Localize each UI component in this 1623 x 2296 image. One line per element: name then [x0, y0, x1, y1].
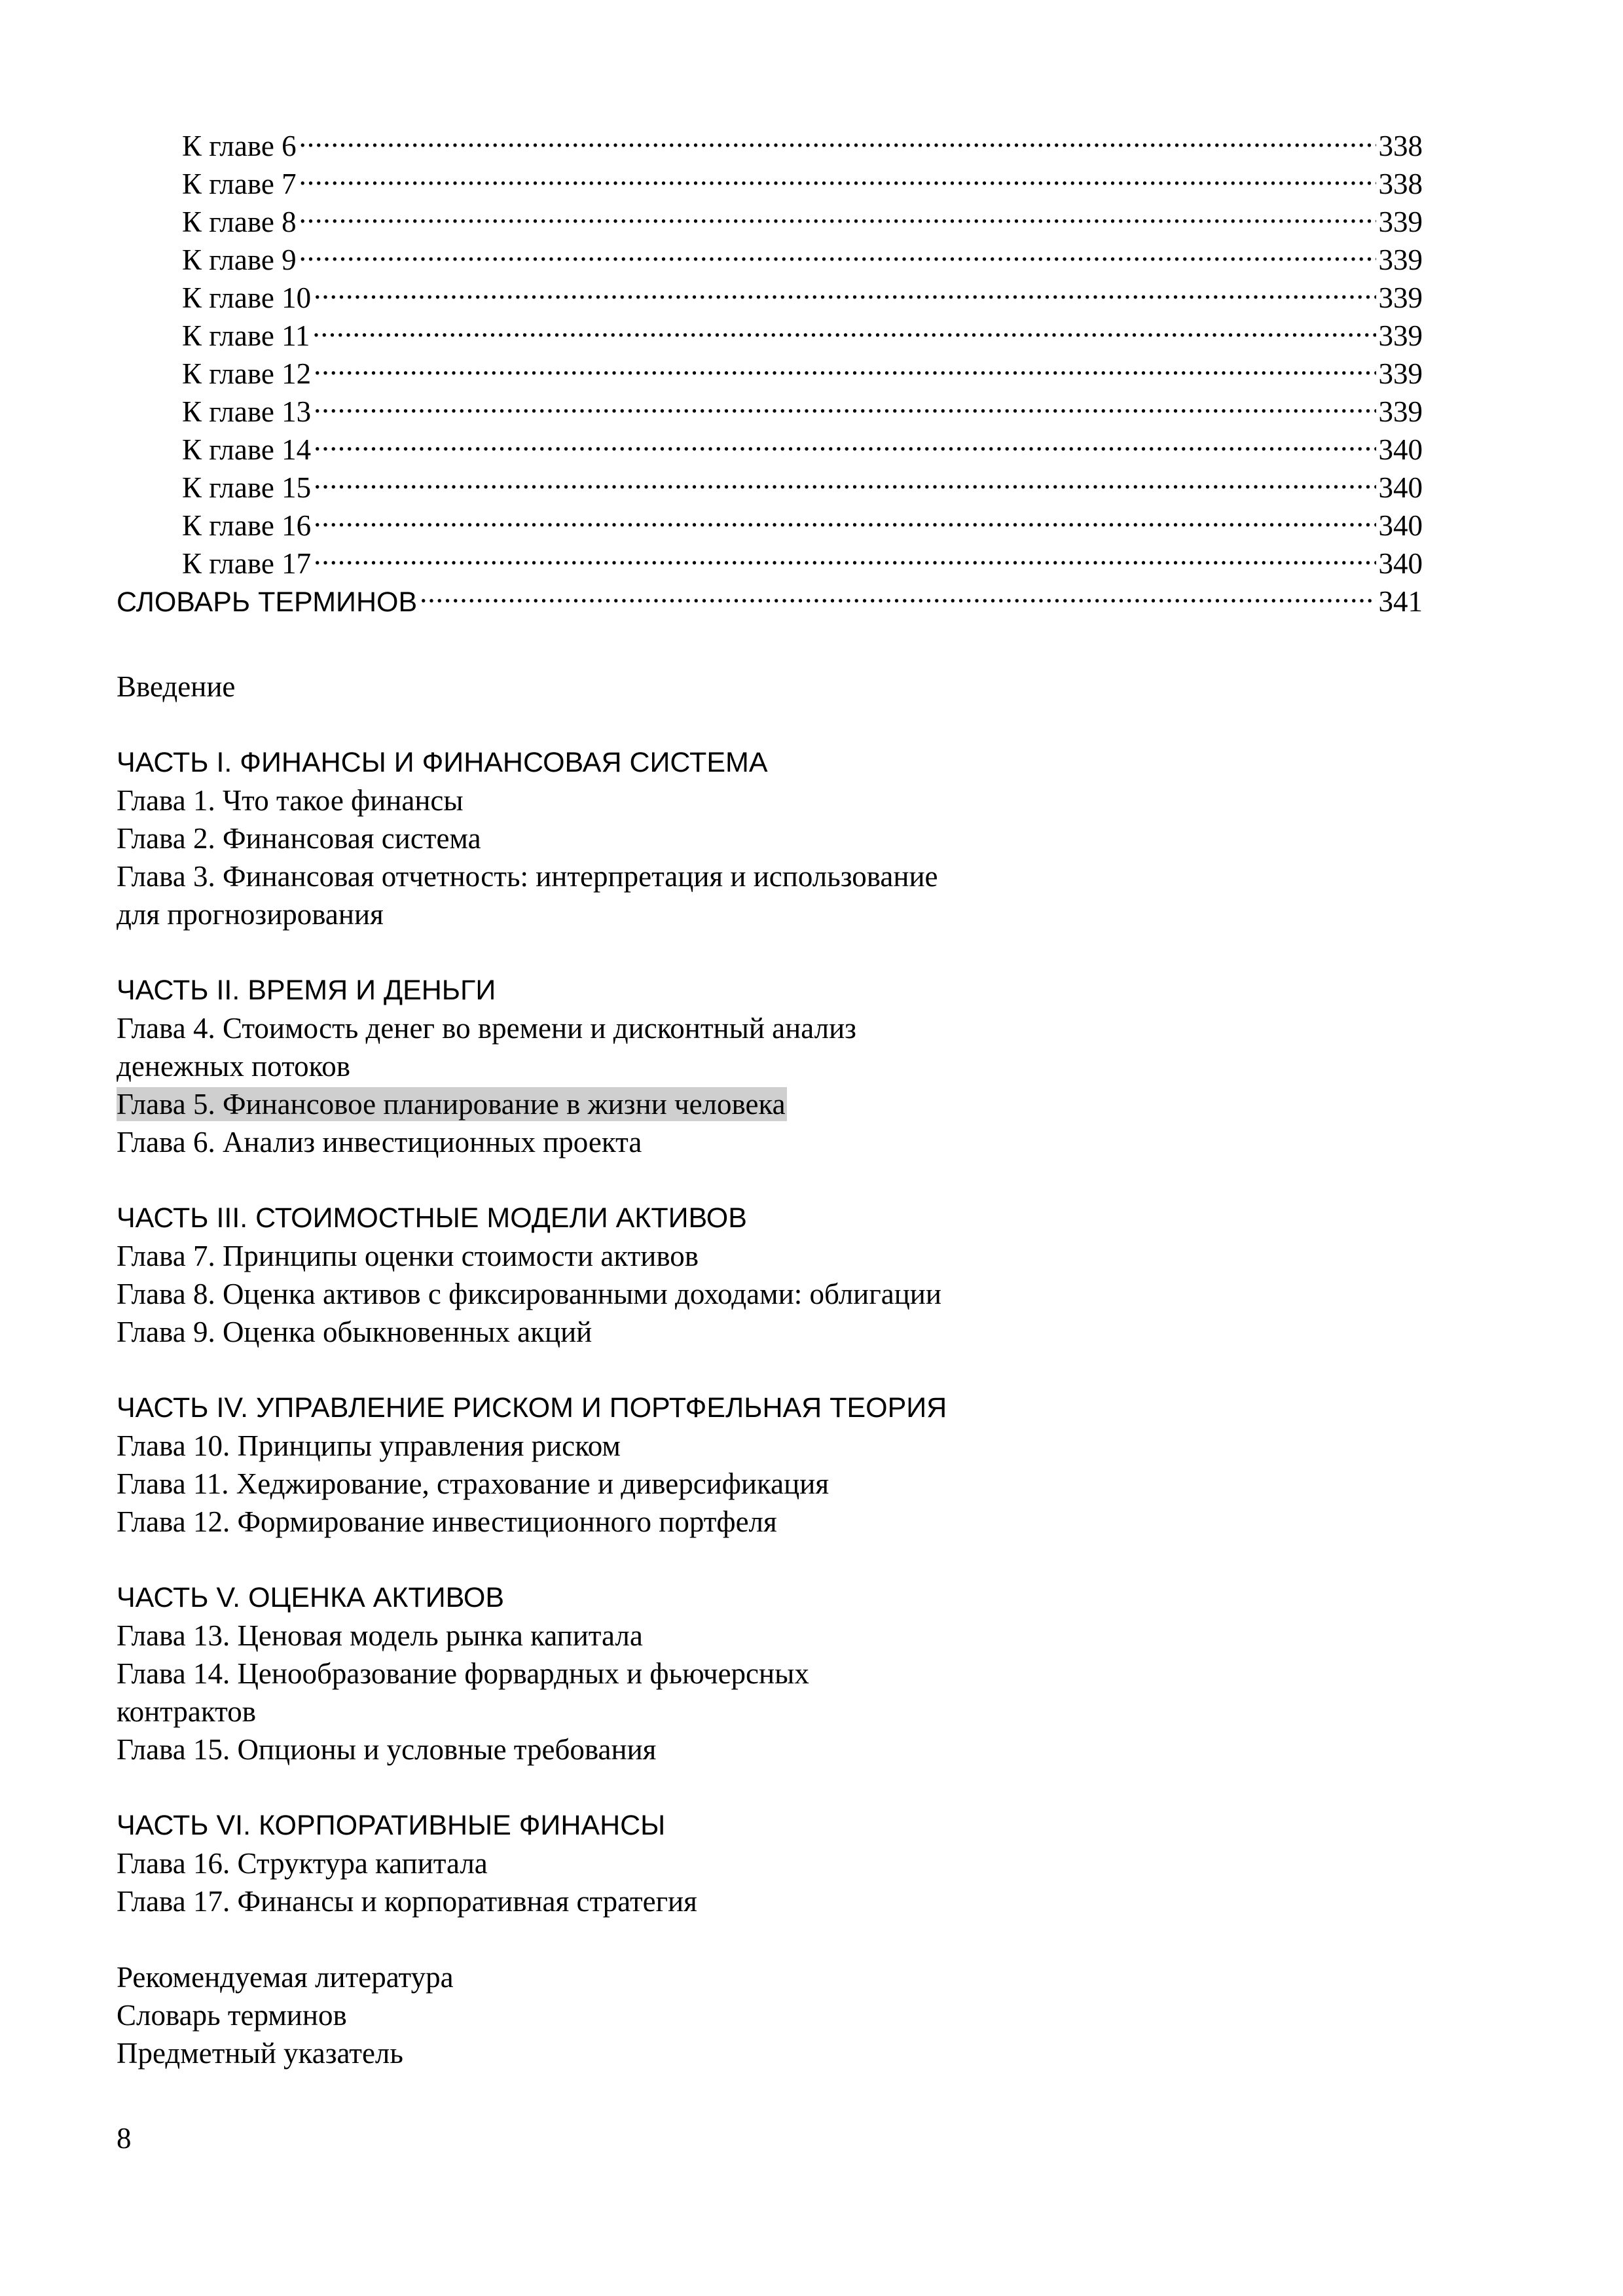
toc-entry-page: 340 — [1378, 547, 1423, 580]
toc-dot-leader — [314, 459, 1376, 497]
chapter-line: Глава 14. Ценообразование форвардных и фьючерсных — [117, 1657, 809, 1690]
toc-dot-leader — [314, 346, 1376, 384]
contents-outline — [117, 668, 1426, 2072]
toc-entry-label: К главе 12 — [182, 357, 312, 390]
toc-entry-page: 340 — [1378, 471, 1423, 504]
toc-entry-page: 339 — [1378, 243, 1423, 276]
back-matter-glossary: Словарь терминов — [117, 1999, 347, 2032]
toc-entry[interactable] — [117, 459, 1423, 504]
intro-heading: Введение — [117, 670, 236, 703]
toc-entry[interactable] — [117, 497, 1423, 542]
spacer — [117, 1768, 1426, 1806]
part-2-title: ЧАСТЬ II. ВРЕМЯ И ДЕНЬГИ — [117, 975, 496, 1006]
part-4-title: ЧАСТЬ IV. УПРАВЛЕНИЕ РИСКОМ И ПОРТФЕЛЬНАЯ ТЕОРИЯ — [117, 1392, 947, 1424]
toc-entry-label: К главе 7 — [182, 168, 297, 200]
toc-entry[interactable] — [117, 270, 1423, 314]
chapter-line: Глава 16. Структура капитала — [117, 1847, 488, 1880]
chapter-line: Глава 2. Финансовая система — [117, 822, 481, 855]
chapter-line: Глава 15. Опционы и условные требования — [117, 1733, 657, 1766]
spacer — [117, 1351, 1426, 1389]
toc-dot-leader — [314, 535, 1376, 573]
chapter-line: Глава 12. Формирование инвестиционного портфеля — [117, 1505, 777, 1538]
toc-entry[interactable] — [117, 384, 1423, 428]
spacer — [117, 1920, 1426, 1958]
part-5-title: ЧАСТЬ V. ОЦЕНКА АКТИВОВ — [117, 1582, 505, 1613]
toc-entry-label: К главе 17 — [182, 547, 312, 580]
chapter-line: Глава 7. Принципы оценки стоимости активов — [117, 1240, 699, 1272]
toc-entry-page: 338 — [1378, 168, 1423, 200]
toc-dot-leader — [299, 194, 1376, 232]
toc-entry[interactable] — [117, 118, 1423, 162]
chapter-line-continuation: контрактов — [117, 1695, 256, 1728]
chapter-line: Глава 9. Оценка обыкновенных акций — [117, 1316, 593, 1348]
toc-entry-label: К главе 6 — [182, 130, 297, 162]
chapter-line: Глава 1. Что такое финансы — [117, 784, 464, 817]
toc-dot-leader — [314, 422, 1376, 459]
toc-entry-glossary[interactable] — [117, 573, 1423, 618]
spacer — [117, 706, 1426, 744]
toc-entry-label: К главе 13 — [182, 395, 312, 428]
toc-entry[interactable] — [117, 308, 1423, 352]
toc-dot-leader — [314, 270, 1376, 308]
toc-entry-label: К главе 11 — [182, 319, 310, 352]
chapter-line-highlighted[interactable]: Глава 5. Финансовое планирование в жизни человека — [117, 1088, 786, 1121]
chapter-line-continuation: денежных потоков — [117, 1050, 350, 1083]
toc-entry[interactable] — [117, 232, 1423, 276]
toc-entry-label: К главе 8 — [182, 206, 297, 238]
toc-entry[interactable] — [117, 422, 1423, 466]
spacer — [117, 933, 1426, 971]
toc-entry-page: 341 — [1378, 585, 1423, 618]
chapter-line: Глава 13. Ценовая модель рынка капитала — [117, 1619, 643, 1652]
toc-entry-page: 339 — [1378, 395, 1423, 428]
toc-entry-page: 338 — [1378, 130, 1423, 162]
page-number: 8 — [117, 2122, 132, 2155]
part-3-title: ЧАСТЬ III. СТОИМОСТНЫЕ МОДЕЛИ АКТИВОВ — [117, 1202, 747, 1234]
toc-dot-leader — [420, 573, 1376, 611]
spacer — [117, 1541, 1426, 1579]
toc-dot-leader — [314, 384, 1376, 422]
toc-entry[interactable] — [117, 194, 1423, 238]
toc-list — [117, 118, 1423, 618]
toc-entry-page: 339 — [1378, 319, 1423, 352]
chapter-line: Глава 17. Финансы и корпоративная стратегия — [117, 1885, 697, 1918]
toc-entry[interactable] — [117, 156, 1423, 200]
chapter-line: Глава 6. Анализ инвестиционных проекта — [117, 1126, 642, 1158]
part-1-title: ЧАСТЬ I. ФИНАНСЫ И ФИНАНСОВАЯ СИСТЕМА — [117, 747, 768, 778]
toc-dot-leader — [314, 497, 1376, 535]
chapter-line: Глава 8. Оценка активов с фиксированными доходами: облигации — [117, 1278, 941, 1310]
toc-entry-page: 339 — [1378, 281, 1423, 314]
toc-dot-leader — [299, 156, 1376, 194]
toc-entry-page: 339 — [1378, 206, 1423, 238]
toc-entry-page: 340 — [1378, 509, 1423, 542]
toc-entry-label: К главе 10 — [182, 281, 312, 314]
toc-entry-label: СЛОВАРЬ ТЕРМИНОВ — [117, 586, 418, 618]
chapter-line: Глава 10. Принципы управления риском — [117, 1429, 621, 1462]
chapter-line: Глава 3. Финансовая отчетность: интерпретация и использование — [117, 860, 938, 893]
toc-entry-label: К главе 14 — [182, 433, 312, 466]
part-6-title: ЧАСТЬ VI. КОРПОРАТИВНЫЕ ФИНАНСЫ — [117, 1810, 666, 1841]
toc-entry-page: 339 — [1378, 357, 1423, 390]
chapter-line: Глава 4. Стоимость денег во времени и дисконтный анализ — [117, 1012, 856, 1045]
back-matter-index: Предметный указатель — [117, 2037, 403, 2070]
back-matter-literature: Рекомендуемая литература — [117, 1961, 454, 1994]
spacer — [117, 1161, 1426, 1199]
toc-entry[interactable] — [117, 535, 1423, 580]
toc-entry-page: 340 — [1378, 433, 1423, 466]
chapter-line-continuation: для прогнозирования — [117, 898, 384, 931]
toc-dot-leader — [299, 232, 1376, 270]
toc-entry-label: К главе 15 — [182, 471, 312, 504]
chapter-line: Глава 11. Хеджирование, страхование и диверсификация — [117, 1467, 830, 1500]
chapter-line-highlighted-row — [117, 1085, 1426, 1123]
toc-entry[interactable] — [117, 346, 1423, 390]
toc-entry-label: К главе 16 — [182, 509, 312, 542]
toc-dot-leader — [312, 308, 1376, 346]
toc-entry-label: К главе 9 — [182, 243, 297, 276]
toc-dot-leader — [299, 118, 1376, 156]
